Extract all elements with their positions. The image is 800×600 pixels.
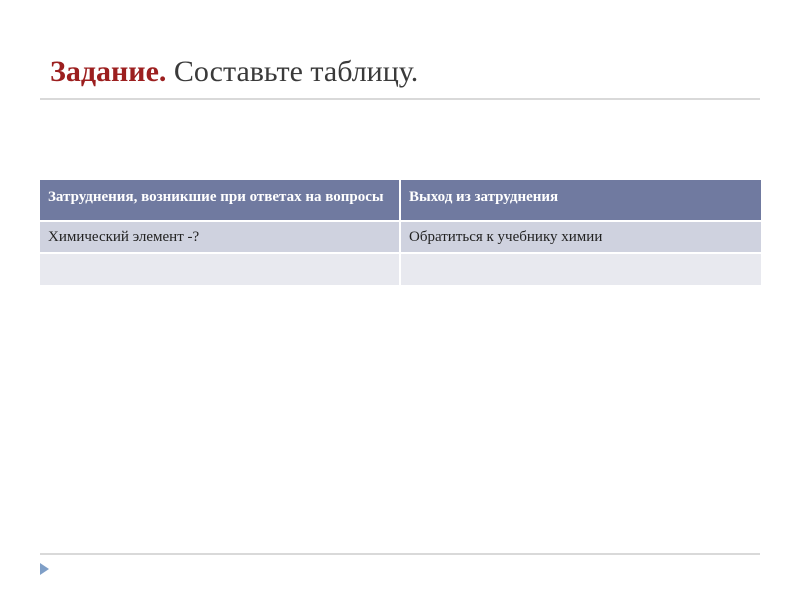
- slide-title-rest: Составьте таблицу.: [166, 55, 419, 88]
- triangle-right-icon: [40, 563, 49, 575]
- table-cell: [400, 253, 761, 285]
- table-header-solution: Выход из затруднения: [400, 180, 761, 221]
- table-cell: Обратиться к учебнику химии: [400, 221, 761, 253]
- table-cell: [40, 253, 400, 285]
- footer-divider: [40, 553, 760, 555]
- table-row: [40, 221, 761, 253]
- slide-title: [50, 52, 418, 92]
- table-header-row: [40, 180, 761, 221]
- table-row: [40, 253, 761, 285]
- slide-title-lead: Задание.: [50, 55, 167, 88]
- title-divider: [40, 98, 760, 100]
- table-cell: Химический элемент -?: [40, 221, 400, 253]
- table-header-difficulties: Затруднения, возникшие при ответах на вопросы: [40, 180, 400, 221]
- task-table: [40, 180, 761, 285]
